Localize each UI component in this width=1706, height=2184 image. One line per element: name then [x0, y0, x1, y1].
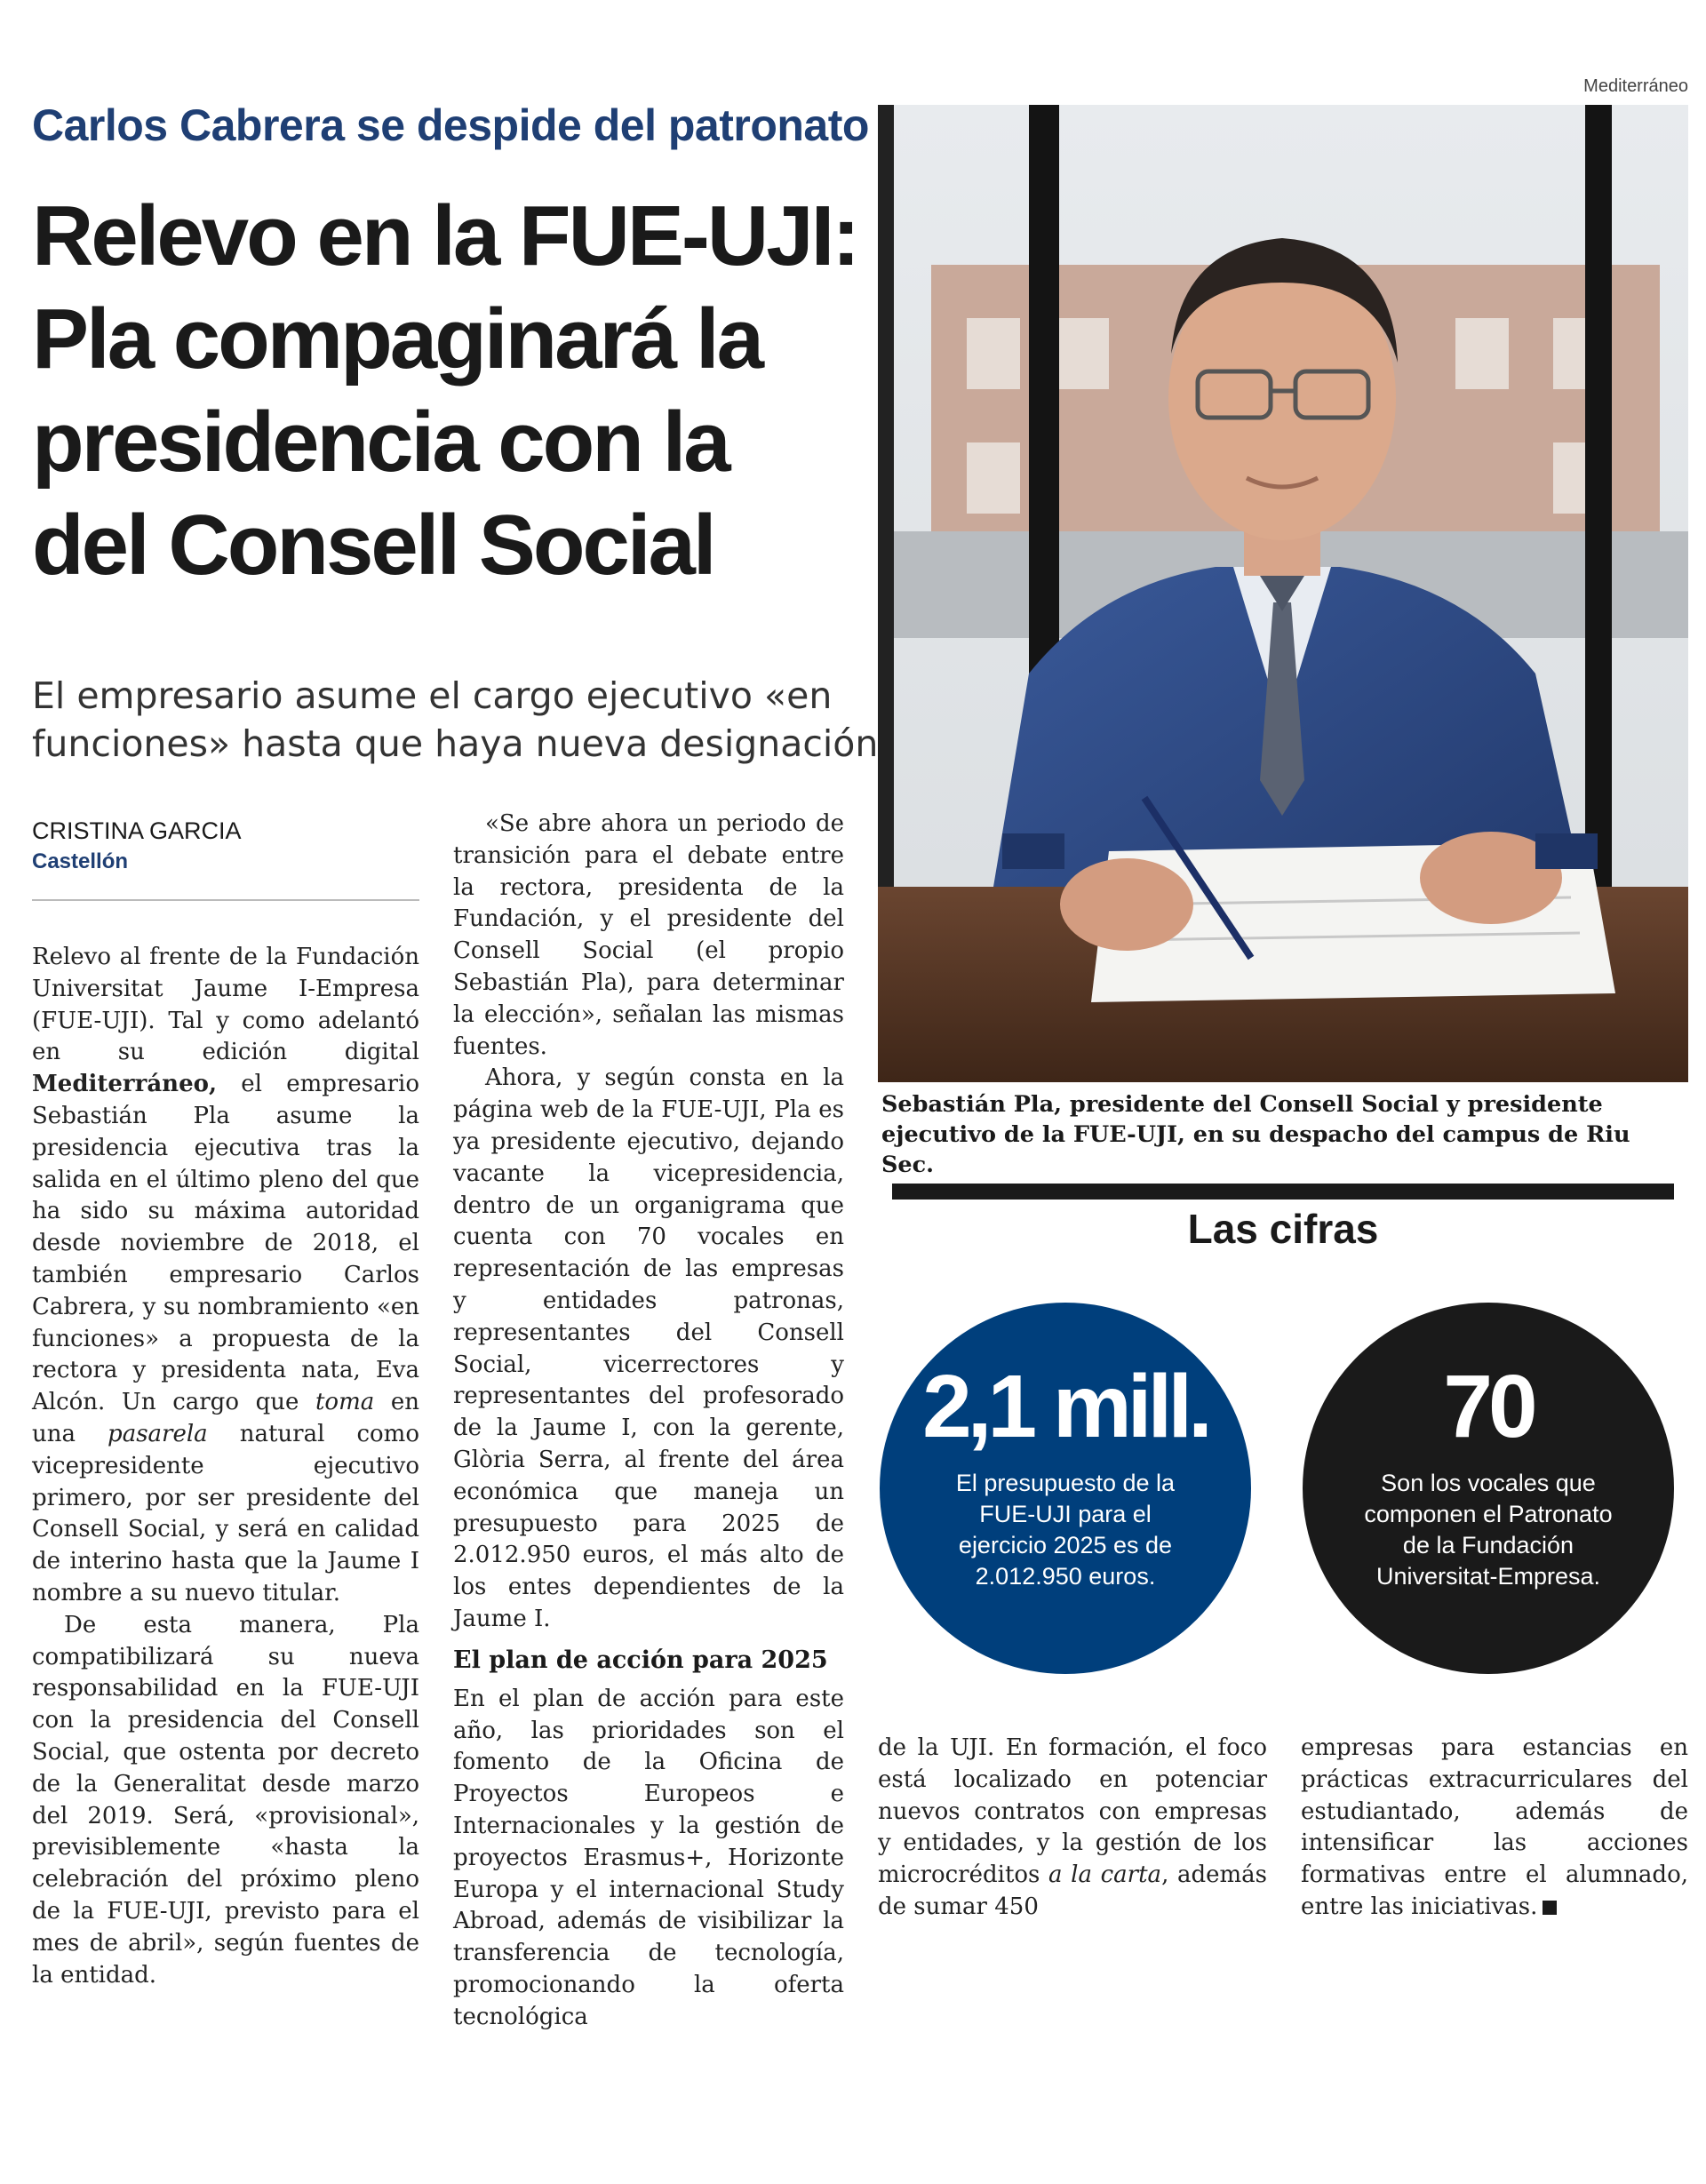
- byline-author: CRISTINA GARCIA: [32, 817, 242, 844]
- text-run-italic: pasarela: [108, 1420, 208, 1447]
- body-column-2: [453, 809, 844, 2033]
- text-run-italic: toma: [315, 1389, 375, 1416]
- photo-credit: Mediterráneo: [1583, 76, 1688, 96]
- stat-circle-vocales: [1303, 1303, 1674, 1674]
- body-paragraph: [878, 1733, 1267, 1924]
- text-run-bold: Mediterráneo,: [32, 1071, 218, 1098]
- stat-value: 70: [1443, 1357, 1534, 1456]
- photo-caption: Sebastián Pla, presidente del Consell Social y presidente ejecutivo de la FUE-UJI, en su despacho del campus de Riu Sec.: [881, 1091, 1630, 1178]
- cifras-title: Las cifras: [1187, 1206, 1379, 1252]
- headline-line: del Consell Social: [32, 498, 714, 593]
- body-paragraph: En el plan de acción para este año, las prioridades son el fomento de la Oficina de Proyectos Europeos e Internacionales y la gestión de proyectos Erasmus+, Horizonte Europa y el internacional Study Abroad, además de visibilizar la transferencia de tecnología, promocionando la oferta tecnológica: [453, 1685, 844, 2030]
- stat-description: El presupuesto de la FUE-UJI para el ejercicio 2025 es de 2.012.950 euros.: [955, 1470, 1176, 1590]
- byline-location: Castellón: [32, 849, 129, 873]
- body-column-4: [1301, 1733, 1688, 1924]
- subtitle-line: funciones» hasta que haya nueva designación: [32, 722, 879, 765]
- stat-circle-budget: [880, 1303, 1251, 1674]
- text-run: el empresario Sebastián Pla asume la presidencia ejecutiva tras la salida en el último pleno del que ha sido su máxima autoridad desde noviembre de 2018, el también empresario Carlos Cabrera, y su nombramiento «en funciones» a propuesta de la rectora y presidenta nata, Eva Alcón. Un cargo que: [32, 1071, 419, 1416]
- body-paragraph: Ahora, y según consta en la página web de la FUE-UJI, Pla es ya presidente ejecutivo, dejando vacante la vicepresidencia, dentro de un organigrama que cuenta con 70 vocales en representación de las empresas y entidades patronas, representantes del Consell Social, vicerrectores y representantes del profesorado de la Jaume I, con la gerente, Glòria Serra, al frente del área económica que maneja un presupuesto para 2025 de 2.012.950 euros, el más alto de los entes dependientes de la Jaume I.: [453, 1064, 844, 1632]
- text-run-italic: a la carta: [1048, 1861, 1162, 1889]
- body-column-3: [878, 1733, 1267, 1924]
- text-run: Relevo al frente de la Fundación Universitat Jaume I-Empresa (FUE-UJI). Tal y como adelantó en su edición digital: [32, 944, 419, 1066]
- body-paragraph: [32, 942, 419, 1610]
- stat-value: 2,1 mill.: [922, 1357, 1208, 1456]
- section-subhead: El plan de acción para 2025: [453, 1646, 828, 1674]
- stat-description: Son los vocales que componen el Patronato de la Fundación Universitat-Empresa.: [1364, 1470, 1613, 1590]
- text-run: , además de sumar 450: [878, 1861, 1267, 1920]
- body-paragraph: De esta manera, Pla compatibilizará su nueva responsabilidad en la FUE-UJI con la presidencia del Consell Social, que ostenta por decreto de la Generalitat desde marzo del 2019. Será, «provisional», previsiblemente «hasta la celebración del próximo pleno de la FUE-UJI, previsto para el mes de abril», según fuentes de la entidad.: [32, 1611, 419, 1989]
- headline: [32, 185, 885, 597]
- subtitle: [32, 672, 885, 768]
- text-run: natural como vicepresidente ejecutivo primero, por ser presidente del Consell Social, y será en calidad de interino hasta que la Jaume I nombre a su nuevo titular.: [32, 1420, 419, 1606]
- article-photo: [878, 105, 1688, 1082]
- kicker: Carlos Cabrera se despide del patronato: [32, 100, 869, 150]
- portrait-illustration: [878, 105, 1688, 1082]
- text-run: de la UJI. En formación, el foco está localizado en potenciar nuevos contratos con empresas y entidades, y la gestión de los microcréditos: [878, 1734, 1267, 1889]
- byline-divider: [32, 899, 419, 901]
- subtitle-line: El empresario asume el cargo ejecutivo «en: [32, 674, 833, 717]
- headline-line: presidencia con la: [32, 395, 729, 490]
- body-paragraph: «Se abre ahora un periodo de transición para el debate entre la rectora, presidenta de la Fundación, y el presidente del Consell Social (el propio Sebastián Pla), para determinar la elección», señalan las mismas fuentes.: [453, 810, 844, 1060]
- text-run: empresas para estancias en prácticas extracurriculares del estudiantado, además de intensificar las acciones formativas entre el alumnado, entre las iniciativas.: [1301, 1734, 1688, 1920]
- end-of-article-mark: [1543, 1901, 1557, 1915]
- headline-line: Pla compaginará la: [32, 291, 762, 387]
- body-column-1: [32, 942, 419, 1991]
- text-run: en una: [32, 1389, 419, 1447]
- cifras-divider: [892, 1184, 1674, 1200]
- body-paragraph: [1301, 1733, 1688, 1924]
- headline-line: Relevo en la FUE-UJI:: [32, 188, 858, 283]
